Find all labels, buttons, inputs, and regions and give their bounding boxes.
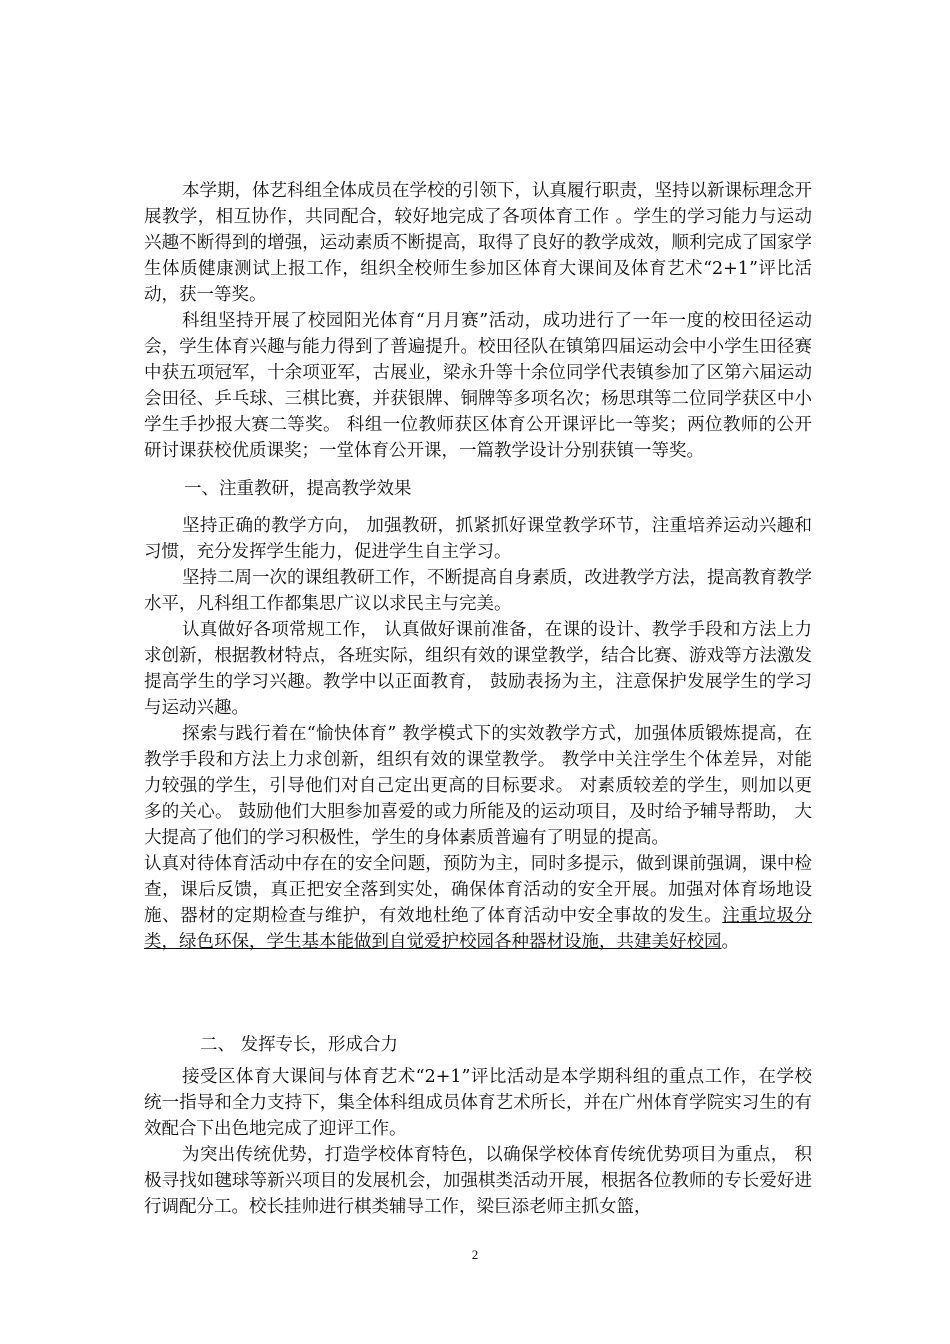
section2-paragraph-1: 接受区体育大课间与体育艺术“2+1”评比活动是本学期科组的重点工作，在学校统一指导和全力支持下，集全体科组成员体育艺术所长，并在广州体育学院实习生的有效配合下出色地完成了迎评工作。 [144,1067,812,1139]
section1-paragraph-3: 认真做好各项常规工作， 认真做好课前准备，在课的设计、教学手段和方法上力求创新，根据教材特点，各班实际，组织有效的课堂教学，结合比赛、游戏等方法激发提高学生的学习兴趣。教学中以正面教育， 鼓励表扬为主，注意保护发展学生的学习与运动兴趣。 [144,620,812,718]
section1-paragraph-1: 坚持正确的教学方向， 加强教研，抓紧抓好课堂教学环节，注重培养运动兴趣和习惯，充分发挥学生能力，促进学生自主学习。 [144,516,812,562]
page-number: 2 [471,1247,479,1262]
section2-block [144,1064,812,1220]
intro-block [144,178,812,464]
section2-paragraph-2: 为突出传统优势，打造学校体育特色，以确保学校体育传统优势项目为重点， 积极寻找如毽球等新兴项目的发展机会，加强棋类活动开展，根据各位教师的专长爱好进行调配分工。校长挂帅进行棋类辅导工作，梁巨添老师主抓女篮， [144,1145,812,1217]
section1-block [144,513,812,955]
underlined-sentence-end: 。 [721,932,739,952]
safety-text: 认真对待体育活动中存在的安全问题，预防为主，同时多提示，做到课前强调，课中检查，课后反馈，真正把安全落到实处，确保体育活动的安全开展。加强对体育场地设施、器材的定期检查与维护，有效地杜绝了体育活动中安全事故的发生。 [144,854,812,926]
section1-paragraph-2: 坚持二周一次的课组教研工作，不断提高自身素质，改进教学方法，提高教育教学水平，凡科组工作都集思广议以求民主与完美。 [144,568,812,614]
section-heading-2: 二、 发挥专长，形成合力 [200,1035,399,1055]
safety-paragraph [144,851,812,955]
intro-paragraph-2: 科组坚持开展了校园阳光体育“月月赛”活动，成功进行了一年一度的校田径运动会，学生体育兴趣与能力得到了普遍提升。校田径队在镇第四届运动会中小学生田径赛中获五项冠军，十余项亚军，古展业，梁永升等十余位同学代表镇参加了区第六届运动会田径、乒乓球、三棋比赛，并获银牌、铜牌等多项名次；杨思琪等二位同学获区中小学生手抄报大赛二等奖。 科组一位教师获区体育公开课评比一等奖；两位教师的公开研讨课获校优质课奖；一堂体育公开课，一篇教学设计分别获镇一等奖。 [144,311,812,461]
intro-paragraph-1: 本学期，体艺科组全体成员在学校的引领下，认真履行职责，坚持以新课标理念开展教学，相互协作，共同配合，较好地完成了各项体育工作 。学生的学习能力与运动兴趣不断得到的增强，运动素质不断提高，取得了良好的教学成效，顺利完成了国家学生体质健康测试上报工作，组织全校师生参加区体育大课间及体育艺术“2+1”评比活动，获一等奖。 [144,181,812,305]
section-heading-1: 一、注重教研，提高教学效果 [184,479,412,499]
section1-paragraph-4: 探索与践行着在“愉快体育” 教学模式下的实效教学方式，加强体质锻炼提高，在教学手段和方法上力求创新，组织有效的课堂教学。 教学中关注学生个体差异，对能力较强的学生，引导他们对自己定出更高的目标要求。 对素质较差的学生，则加以更多的关心。 鼓励他们大胆参加喜爱的或力所能及的运动项目，及时给予辅导帮助， 大大提高了他们的学习积极性，学生的身体素质普遍有了明显的提高。 [144,724,812,848]
underlined-sentence: 注重垃圾分类，绿色环保，学生基本能做到自觉爱护校园各种器材设施，共建美好校园 [144,906,813,952]
